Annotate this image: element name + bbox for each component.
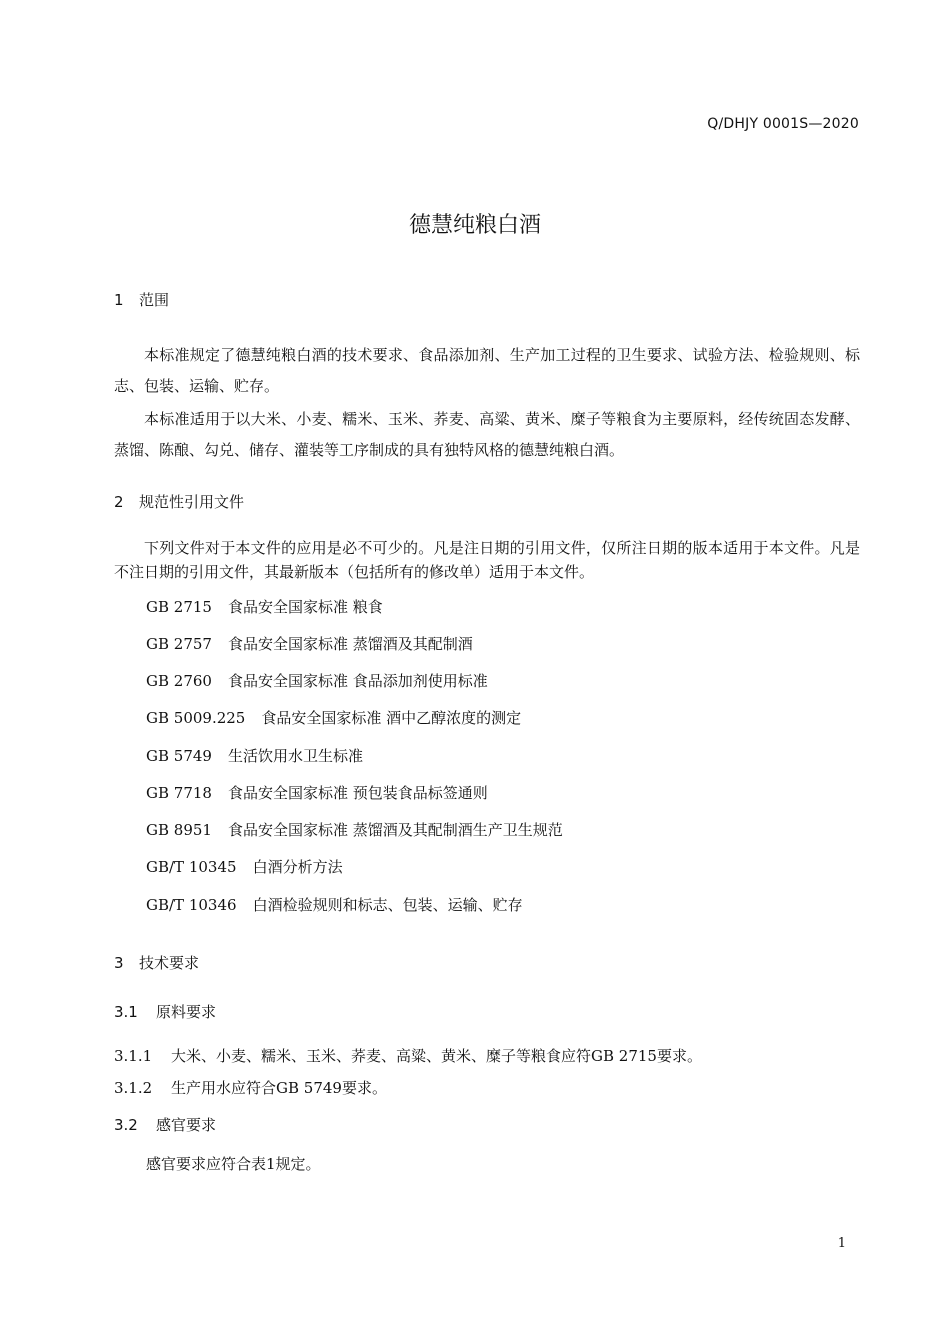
subsection-number: 3.2 — [114, 1116, 138, 1134]
reference-item — [146, 633, 473, 654]
reference-code: GB 2757 — [146, 635, 212, 653]
subsection-3-2-heading — [114, 1114, 216, 1135]
reference-code: GB 8951 — [146, 821, 212, 839]
reference-title: 白酒检验规则和标志、包装、运输、贮存 — [252, 896, 523, 914]
clause-number: 3.1.1 — [114, 1047, 153, 1065]
section-number: 2 — [114, 493, 124, 511]
reference-title: 食品安全国家标准 蒸馏酒及其配制酒生产卫生规范 — [227, 821, 563, 839]
document-code: Q/DHJY 0001S—2020 — [707, 116, 859, 132]
subsection-number: 3.1 — [114, 1003, 138, 1021]
section-2-heading — [114, 491, 244, 512]
reference-item — [146, 856, 343, 877]
reference-item — [146, 894, 523, 915]
reference-code: GB/T 10346 — [146, 896, 237, 914]
reference-title: 食品安全国家标准 蒸馏酒及其配制酒 — [227, 635, 473, 653]
reference-title: 食品安全国家标准 粮食 — [227, 598, 383, 616]
clause-3-1-2 — [114, 1077, 387, 1098]
reference-item — [146, 707, 521, 728]
document-title: 德慧纯粮白酒 — [408, 213, 541, 238]
reference-title: 食品安全国家标准 预包装食品标签通则 — [227, 784, 488, 802]
reference-code: GB/T 10345 — [146, 858, 237, 876]
reference-code: GB 5009.225 — [146, 709, 246, 727]
section-1-heading — [114, 289, 169, 310]
reference-item — [146, 782, 488, 803]
reference-title: 食品安全国家标准 食品添加剂使用标准 — [227, 672, 488, 690]
reference-title: 生活饮用水卫生标准 — [227, 747, 363, 765]
section-1-paragraph-1: 本标准规定了德慧纯粮白酒的技术要求、食品添加剂、生产加工过程的卫生要求、试验方法、检验规则、标志、包装、运输、贮存。 — [114, 346, 860, 395]
reference-code: GB 2760 — [146, 672, 212, 690]
section-2-paragraph-1: 下列文件对于本文件的应用是必不可少的。凡是注日期的引用文件，仅所注日期的版本适用于本文件。凡是不注日期的引用文件，其最新版本（包括所有的修改单）适用于本文件。 — [114, 539, 860, 581]
section-title: 范围 — [139, 291, 170, 309]
reference-title: 食品安全国家标准 酒中乙醇浓度的测定 — [261, 709, 522, 727]
reference-item — [146, 745, 363, 766]
reference-item — [146, 819, 563, 840]
clause-text: 大米、小麦、糯米、玉米、荞麦、高粱、黄米、糜子等粮食应符GB 2715要求。 — [171, 1047, 702, 1065]
subsection-title: 感官要求 — [156, 1116, 217, 1134]
section-title: 规范性引用文件 — [139, 493, 245, 511]
clause-number: 3.1.2 — [114, 1079, 153, 1097]
subsection-3-2-paragraph: 感官要求应符合表1规定。 — [146, 1155, 321, 1173]
section-number: 1 — [114, 291, 124, 309]
reference-code: GB 5749 — [146, 747, 212, 765]
clause-3-1-1 — [114, 1045, 702, 1066]
reference-code: GB 7718 — [146, 784, 212, 802]
reference-code: GB 2715 — [146, 598, 212, 616]
section-1-paragraph-2: 本标准适用于以大米、小麦、糯米、玉米、荞麦、高粱、黄米、糜子等粮食为主要原料，经传统固态发酵、蒸馏、陈酿、勾兑、储存、灌装等工序制成的具有独特风格的德慧纯粮白酒。 — [114, 410, 860, 459]
subsection-title: 原料要求 — [156, 1003, 217, 1021]
page-number: 1 — [837, 1236, 846, 1251]
clause-text: 生产用水应符合GB 5749要求。 — [171, 1079, 387, 1097]
section-3-heading — [114, 952, 199, 973]
section-number: 3 — [114, 954, 124, 972]
section-title: 技术要求 — [139, 954, 200, 972]
reference-item — [146, 670, 488, 691]
subsection-3-1-heading — [114, 1001, 216, 1022]
reference-title: 白酒分析方法 — [252, 858, 343, 876]
reference-item — [146, 596, 383, 617]
